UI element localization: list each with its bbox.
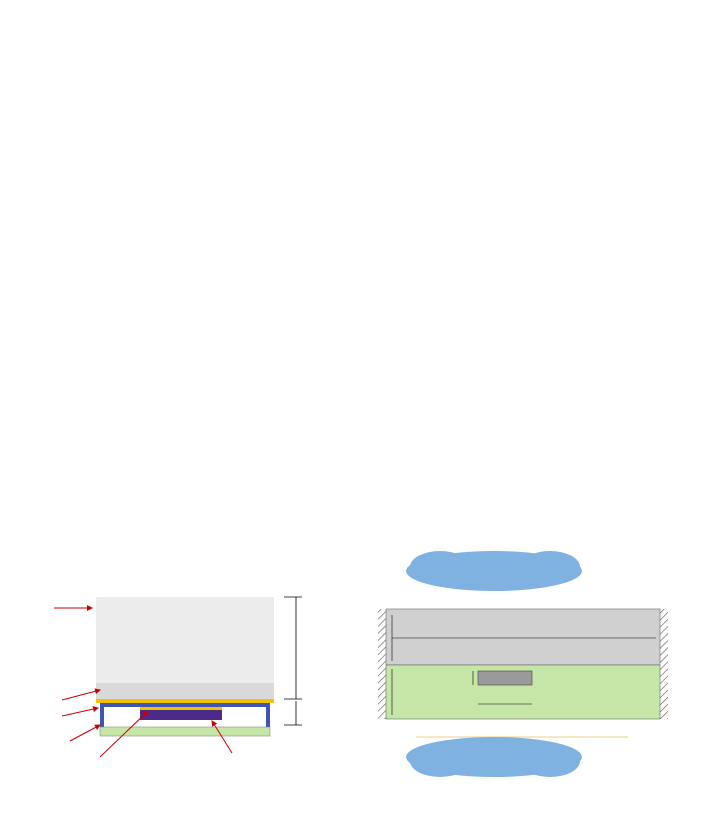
tim1-layer xyxy=(140,707,222,710)
chip-block xyxy=(478,671,532,685)
fdm-domain-diagram xyxy=(360,545,700,785)
lid xyxy=(100,703,270,707)
heat-sink-base xyxy=(96,683,274,699)
heat-spreader xyxy=(386,609,660,665)
heat-sink-fins xyxy=(96,597,274,689)
right-insulated-wall xyxy=(660,609,668,719)
left-insulated-wall xyxy=(378,609,386,719)
substrate xyxy=(100,727,270,736)
chip-die xyxy=(140,710,222,720)
package-diagram xyxy=(0,575,345,775)
tim2-layer xyxy=(96,699,274,703)
